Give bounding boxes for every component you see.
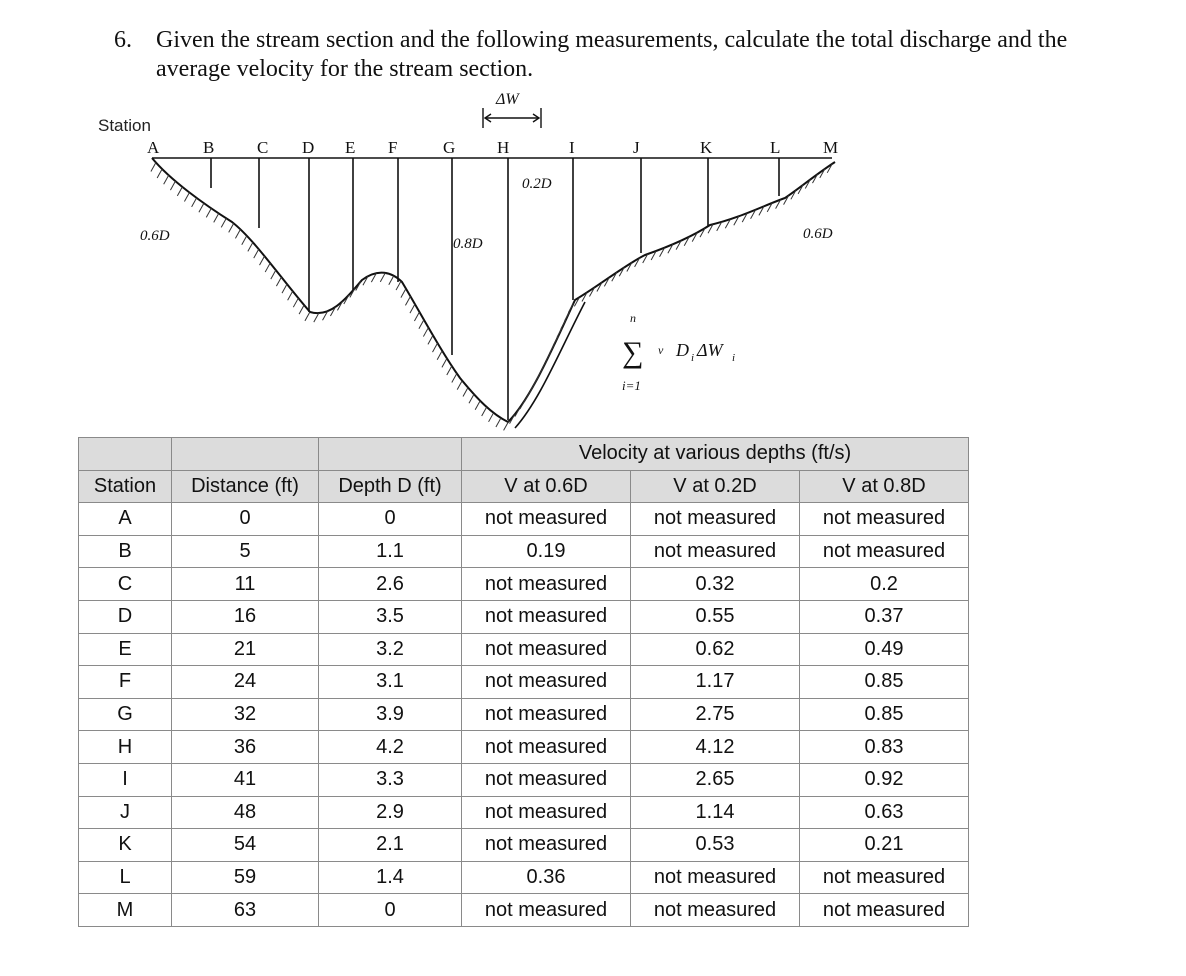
table-cell: 54 <box>172 829 319 862</box>
formula-term-v: v <box>658 343 664 357</box>
depth-label-0-8d: 0.8D <box>453 236 483 252</box>
hatch-mark <box>254 249 259 258</box>
table-body <box>79 503 969 927</box>
hatch-mark <box>206 208 211 217</box>
station-letter: G <box>443 138 456 157</box>
hatch-mark <box>463 388 468 397</box>
hatch-mark <box>428 335 433 344</box>
table-cell: C <box>79 568 172 601</box>
hatch-mark <box>414 312 419 321</box>
hatch-mark <box>229 223 234 232</box>
hatch-mark <box>482 407 487 416</box>
column-header-depth: Depth D (ft) <box>319 470 462 503</box>
column-header-v02d: V at 0.2D <box>631 470 800 503</box>
column-header-v06d: V at 0.6D <box>462 470 631 503</box>
table-cell: 1.14 <box>631 796 800 829</box>
hatch-mark <box>538 369 543 378</box>
table-cell: 36 <box>172 731 319 764</box>
table-cell: 1.4 <box>319 861 462 894</box>
table-row <box>79 829 969 862</box>
table-row <box>79 633 969 666</box>
measurement-verticals <box>211 158 779 420</box>
column-header-distance: Distance (ft) <box>172 470 319 503</box>
hatch-mark <box>442 358 447 367</box>
table-cell: 0.53 <box>631 829 800 862</box>
hatch-mark <box>192 198 197 207</box>
table-cell: K <box>79 829 172 862</box>
table-cell: 3.9 <box>319 698 462 731</box>
table-cell: 1.1 <box>319 535 462 568</box>
header-blank-cell <box>79 438 172 471</box>
hatch-mark <box>546 352 551 361</box>
table-cell: 0.36 <box>462 861 631 894</box>
table-cell: not measured <box>462 698 631 731</box>
table-cell: 1.17 <box>631 666 800 699</box>
table-cell: not measured <box>462 763 631 796</box>
table-cell: 3.2 <box>319 633 462 666</box>
hatch-mark <box>433 343 438 352</box>
table-cell: E <box>79 633 172 666</box>
hatch-mark <box>504 421 509 430</box>
hatch-mark <box>475 401 480 410</box>
table-cell: 48 <box>172 796 319 829</box>
hatch-mark <box>553 336 558 345</box>
table-cell: not measured <box>800 894 969 927</box>
station-letter: M <box>823 138 839 157</box>
station-letter: F <box>388 138 398 157</box>
table-cell: 4.12 <box>631 731 800 764</box>
channel-bank-line <box>515 302 585 428</box>
hatch-mark <box>214 213 219 222</box>
table-cell: 0 <box>319 503 462 536</box>
hatch-mark <box>199 203 204 212</box>
table-cell: 0.19 <box>462 535 631 568</box>
table-cell: 3.3 <box>319 763 462 796</box>
station-label: Station <box>98 116 151 135</box>
hatch-mark <box>177 187 182 196</box>
formula-sub-i: i <box>691 352 695 364</box>
hatch-mark <box>151 163 156 172</box>
column-header-station: Station <box>79 470 172 503</box>
formula-upper-limit: n <box>630 311 636 325</box>
hatch-mark <box>525 392 530 401</box>
station-letter: B <box>203 138 215 157</box>
hatch-mark <box>164 175 169 184</box>
hatch-mark <box>419 320 424 329</box>
table-cell: not measured <box>462 568 631 601</box>
table-column-header-row <box>79 470 969 503</box>
station-letters <box>147 138 838 157</box>
depth-label-left: 0.6D <box>140 228 170 244</box>
hatch-mark <box>533 377 538 386</box>
hatch-mark <box>314 313 319 322</box>
hatch-mark <box>496 418 501 427</box>
station-letter: E <box>345 138 356 157</box>
hatch-mark <box>437 351 442 360</box>
hatch-mark <box>170 181 175 190</box>
table-cell: 2.65 <box>631 763 800 796</box>
table-cell: 3.1 <box>319 666 462 699</box>
table-row <box>79 731 969 764</box>
formula-lower-limit: i=1 <box>622 378 641 393</box>
table-cell: 4.2 <box>319 731 462 764</box>
table-row <box>79 535 969 568</box>
table-cell: 59 <box>172 861 319 894</box>
measurements-table <box>78 437 969 927</box>
table-cell: 0.21 <box>800 829 969 862</box>
table-cell: not measured <box>462 894 631 927</box>
hatch-mark <box>469 394 474 403</box>
formula-term-dw: ΔW <box>697 340 723 360</box>
table-cell: 21 <box>172 633 319 666</box>
hatch-mark <box>549 344 554 353</box>
table-cell: G <box>79 698 172 731</box>
formula-sub-i-2: i <box>732 352 736 364</box>
table-row <box>79 666 969 699</box>
hatch-mark <box>293 298 298 307</box>
table-cell: not measured <box>800 503 969 536</box>
table-cell: not measured <box>462 633 631 666</box>
table-cell: 0 <box>319 894 462 927</box>
column-header-v08d: V at 0.8D <box>800 470 969 503</box>
hatch-mark <box>396 281 401 290</box>
hatch-mark <box>557 328 562 337</box>
table-group-header-row <box>79 438 969 471</box>
delta-w-label: ΔW <box>496 91 519 108</box>
hatch-mark <box>489 413 494 422</box>
table-cell: 41 <box>172 763 319 796</box>
channel-bed-line <box>152 158 835 422</box>
table-cell: not measured <box>462 731 631 764</box>
table-row <box>79 568 969 601</box>
table-cell: not measured <box>800 535 969 568</box>
hatch-mark <box>260 256 265 265</box>
hatch-mark <box>410 304 415 313</box>
hatch-mark <box>242 236 247 245</box>
table-cell: I <box>79 763 172 796</box>
table-cell: H <box>79 731 172 764</box>
hatch-mark <box>265 263 270 272</box>
hatch-mark <box>401 289 406 298</box>
formula-sum-sign: ∑ <box>622 336 644 369</box>
table-cell: 32 <box>172 698 319 731</box>
table-cell: not measured <box>631 861 800 894</box>
hatch-mark <box>405 296 410 305</box>
velocity-group-header: Velocity at various depths (ft/s) <box>462 438 969 471</box>
table-row <box>79 894 969 927</box>
table-cell: J <box>79 796 172 829</box>
station-letter: I <box>569 138 575 157</box>
table-cell: 0.63 <box>800 796 969 829</box>
station-letter: J <box>633 138 640 157</box>
table-cell: D <box>79 600 172 633</box>
hatch-mark <box>271 270 276 279</box>
table-cell: not measured <box>462 796 631 829</box>
hatch-mark <box>457 381 462 390</box>
hatch-mark <box>305 312 310 321</box>
table-cell: not measured <box>631 503 800 536</box>
table-cell: not measured <box>631 894 800 927</box>
table-cell: L <box>79 861 172 894</box>
table-cell: not measured <box>462 503 631 536</box>
depth-label-right: 0.6D <box>803 226 833 242</box>
stream-section-figure <box>0 0 1186 440</box>
hatch-mark <box>276 277 281 286</box>
table-cell: 2.75 <box>631 698 800 731</box>
hatch-mark <box>157 169 162 178</box>
hatch-mark <box>235 229 240 238</box>
table-cell: not measured <box>462 666 631 699</box>
hatch-mark <box>452 373 457 382</box>
table-row <box>79 503 969 536</box>
table-cell: not measured <box>462 829 631 862</box>
table-cell: F <box>79 666 172 699</box>
table-row <box>79 600 969 633</box>
table-cell: 0.49 <box>800 633 969 666</box>
header-blank-cell <box>319 438 462 471</box>
table-cell: B <box>79 535 172 568</box>
hatch-mark <box>520 400 525 409</box>
table-cell: 3.5 <box>319 600 462 633</box>
bed-hatching <box>151 163 832 431</box>
hatch-mark <box>529 384 534 393</box>
table-row <box>79 763 969 796</box>
table-cell: 0.85 <box>800 698 969 731</box>
hatch-mark <box>380 273 385 282</box>
table-cell: 0.2 <box>800 568 969 601</box>
table-cell: 5 <box>172 535 319 568</box>
table-cell: 24 <box>172 666 319 699</box>
hatch-mark <box>288 291 293 300</box>
header-blank-cell <box>172 438 319 471</box>
hatch-mark <box>248 242 253 251</box>
hatch-mark <box>389 276 394 285</box>
table-cell: M <box>79 894 172 927</box>
station-letter: D <box>302 138 315 157</box>
table-cell: 63 <box>172 894 319 927</box>
station-letter: H <box>497 138 510 157</box>
table-row <box>79 861 969 894</box>
hatch-mark <box>542 361 547 370</box>
table-cell: 0.37 <box>800 600 969 633</box>
depth-label-0-2d: 0.2D <box>522 176 552 192</box>
table-cell: A <box>79 503 172 536</box>
table-cell: 0.92 <box>800 763 969 796</box>
hatch-mark <box>282 284 287 293</box>
hatch-mark <box>184 192 189 201</box>
table-cell: 2.6 <box>319 568 462 601</box>
table-cell: not measured <box>462 600 631 633</box>
station-letter: K <box>700 138 713 157</box>
table-cell: 0.83 <box>800 731 969 764</box>
table-row <box>79 796 969 829</box>
formula-term-d: D <box>676 340 689 360</box>
table-cell: 2.1 <box>319 829 462 862</box>
table-cell: 16 <box>172 600 319 633</box>
question-text: Given the stream section and the following measurements, calculate the total discharge and the average velocity for the stream section. <box>156 27 1068 82</box>
delta-w-arrow <box>483 108 541 128</box>
hatch-mark <box>299 305 304 314</box>
table-cell: 0 <box>172 503 319 536</box>
discharge-formula <box>622 311 735 393</box>
table-cell: not measured <box>631 535 800 568</box>
question-number: 6. <box>114 27 132 53</box>
table-cell: 11 <box>172 568 319 601</box>
hatch-mark <box>221 218 226 227</box>
hatch-mark <box>423 328 428 337</box>
table-cell: 0.62 <box>631 633 800 666</box>
station-letter: C <box>257 138 269 157</box>
table-row <box>79 698 969 731</box>
hatch-mark <box>447 366 452 375</box>
station-letter: A <box>147 138 160 157</box>
table-cell: not measured <box>800 861 969 894</box>
station-letter: L <box>770 138 781 157</box>
table-cell: 2.9 <box>319 796 462 829</box>
table-cell: 0.85 <box>800 666 969 699</box>
table-cell: 0.32 <box>631 568 800 601</box>
table-cell: 0.55 <box>631 600 800 633</box>
